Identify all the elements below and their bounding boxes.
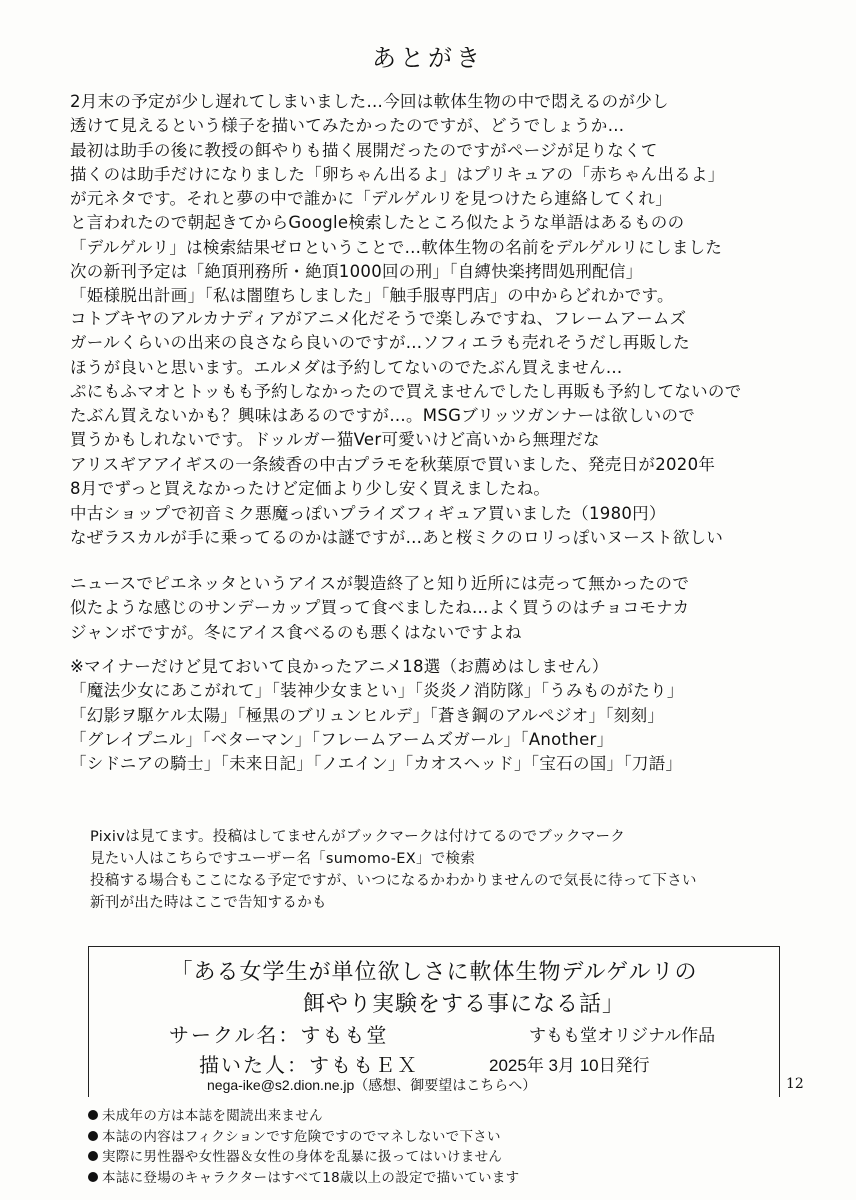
author-name: 描いた人：すももＥＸ [199,1055,419,1077]
text-line: 描くのは助手だけになりました「卵ちゃん出るよ」はプリキュアの「赤ちゃん出るよ」 [70,164,725,184]
notice-item [88,1147,519,1168]
notice-list [88,1106,519,1188]
text-line: ジャンボですが。冬にアイス食べるのも悪くはないですよね [70,622,522,642]
notice-item [88,1168,519,1189]
text-line: 「グレイプニル」「ベターマン」「フレームアームズガール」「Another」 [70,729,614,749]
text-line: なぜラスカルが手に乗ってるのかは謎ですが…あと桜ミクのロリっぽいヌースト欲しい [70,528,724,548]
text-line: ※マイナーだけど見ておいて良かったアニメ18選（お薦めはしません） [70,657,609,676]
text-line: ほうが良いと思います。エルメダは予約してないのでたぶん買えません… [70,357,623,377]
text-line: 2月末の予定が少し遅れてしまいました…今回は軟体生物の中で悶えるのが少し [70,92,669,111]
publish-date: 2025年 3月 10日発行 [489,1056,650,1075]
notice-item [88,1106,519,1127]
text-line: 新刊が出た時はここで告知するかも [90,895,327,911]
text-line: 透けて見えるという様子を描いてみたかったのですが、どうでしょうか… [70,116,625,136]
paragraph-release-notes [70,90,790,309]
text-line: 買うかもしれないです。ドッルガー猫Ver可愛いけど高いから無理だな [70,430,600,450]
notice-text: 実際に男性器や女性器＆女性の身体を乱暴に扱ってはいけません [102,1149,503,1165]
paragraph-anime-list [70,655,790,776]
bullet-icon [88,1110,98,1120]
text-line: 次の新刊予定は「絶頂刑務所・絶頂1000回の刑」「自縛快楽拷問処刑配信」 [70,262,643,282]
text-line: 見たい人はこちらですユーザー名「sumomo-EX」で検索 [90,851,476,867]
text-line: Pixivは見てます。投稿はしてませんがブックマークは付けてるのでブックマーク [90,829,626,845]
text-line: 「幻影ヲ駆ケル太陽」「極黒のブリュンヒルデ」「蒼き鋼のアルペジオ」「刻刻」 [70,705,665,725]
notice-text: 未成年の方は本誌を閲読出来ません [102,1108,323,1124]
text-line: ニュースでピエネッタというアイスが製造終了と知り近所には売って無かったので [70,574,690,593]
page-title: あとがき [372,44,484,72]
text-line: 似たような感じのサンデーカップ買って食べましたね…よく買うのはチョコモナカ [70,598,690,618]
text-line: 8月でずっと買えなかったけど定価より少し安く買えましたね。 [70,479,551,499]
text-line: と言われたので朝起きてからGoogle検索したところ似たような単語はあるものの [70,213,685,233]
paragraph-figures [70,307,790,501]
text-line: アリスギアアイギスの一条綾香の中古プラモを秋葉原で買いました、発売日が2020年 [70,454,716,474]
circle-name: サークル名：すもも堂 [169,1025,389,1047]
pixiv-note [90,826,810,914]
paragraph-miku [70,502,790,551]
bullet-icon [88,1131,98,1141]
work-type: すもも堂オリジナル作品 [529,1026,716,1045]
bullet-icon [88,1151,98,1161]
text-line: たぶん買えないかも？興味はあるのですが…。MSGブリッツガンナーは欲しいので [70,406,696,426]
text-line: 中古ショップで初音ミク悪魔っぽいプライズフィギュア買いました（1980円） [70,504,666,523]
colophon-box [88,946,780,1097]
text-line: 「魔法少女にあこがれて」「装神少女まとい」「炎炎ノ消防隊」「うみものがたり」 [70,681,684,701]
notice-text: 本誌に登場のキャラクターはすべて18歳以上の設定で描いています [102,1169,520,1186]
page-number: 12 [786,1076,804,1092]
text-line: 投稿する場合もここになる予定ですが、いつになるかわかりませんので気長に待って下さい [90,873,697,889]
text-line: 「デルゲルリ」は検索結果ゼロということで…軟体生物の名前をデルゲルリにしました [70,237,723,257]
text-line: 最初は助手の後に教授の餌やりも描く展開だったのですがページが足りなくて [70,140,658,160]
paragraph-ice-cream [70,572,790,645]
text-line: ガールくらいの出来の良さなら良いのですが…ソフィエラも売れそうだし再販した [70,333,690,353]
notice-item [88,1127,519,1148]
text-line: 「シドニアの騎士」「未来日記」「ノエイン」「カオスヘッド」「宝石の国」「刀語」 [70,754,683,774]
notice-text: 本誌の内容はフィクションです危険ですのでマネしないで下さい [102,1128,501,1145]
text-line: 「姫様脱出計画」「私は闇堕ちしました」「触手服専門店」の中からどれかです。 [70,286,674,306]
text-line: が元ネタです。それと夢の中で誰かに「デルゲルリを見つけたら連絡してくれ」 [70,189,672,209]
text-line: コトブキヤのアルカナディアがアニメ化だそうで楽しみですね、フレームアームズ [70,309,687,328]
work-title-line-1: 「ある女学生が単位欲しさに軟体生物デルゲルリの [170,959,698,984]
contact-email: nega-ike@s2.dion.ne.jp（感想、御要望はこちらへ） [207,1077,537,1093]
work-title-line-2: 餌やり実験をする事になる話」 [302,991,625,1016]
bullet-icon [88,1172,98,1182]
text-line: ぷにもふマオとトッもも予約しなかったので買えませんでしたし再販も予約してないので [70,381,742,401]
